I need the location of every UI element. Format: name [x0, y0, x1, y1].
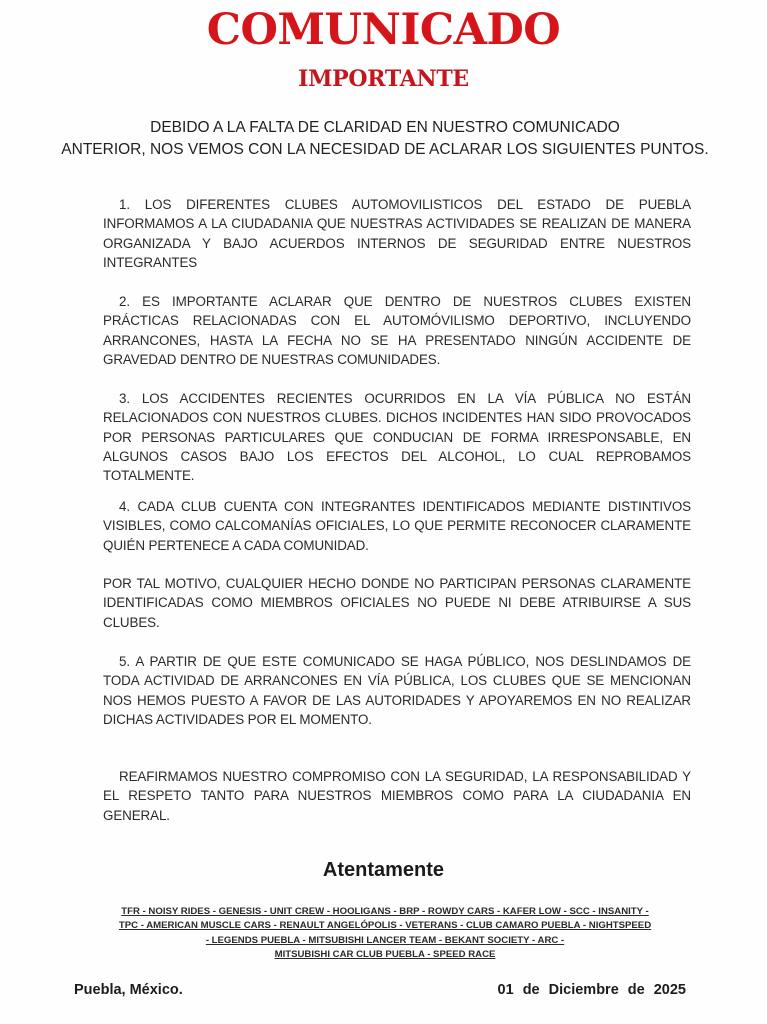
footer-date: 01 de Diciembre de 2025 [497, 982, 686, 998]
point-5: 5. A PARTIR DE QUE ESTE COMUNICADO SE HAGA PÚBLICO, NOS DESLINDAMOS DE TODA ACTIVIDAD DE ARRANCONES EN VÍA PÚBLICA, LOS CLUBES QUE SE MENCIONAN NOS HEMOS PUESTO A FAVOR DE LAS AUTORIDADES Y APOYAREMOS EN NO REALIZAR DICHAS ACTIVIDADES POR EL MOMENTO. [103, 654, 691, 727]
point-2: 2. ES IMPORTANTE ACLARAR QUE DENTRO DE NUESTROS CLUBES EXISTEN PRÁCTICAS RELACIONADAS CON EL AUTOMÓVILISMO DEPORTIVO, INCLUYENDO ARRANCONES, HASTA LA FECHA NO SE HA PRESENTADO NINGÚN ACCIDENTE DE GRAVEDAD DENTRO DE NUESTRAS COMUNIDADES. [103, 294, 691, 367]
document-title: COMUNICADO [206, 5, 561, 55]
point-4: 4. CADA CLUB CUENTA CON INTEGRANTES IDENTIFICADOS MEDIANTE DISTINTIVOS VISIBLES, COMO CALCOMANÍAS OFICIALES, LO QUE PERMITE RECONOCER CLARAMENTE QUIÉN PERTENECE A CADA COMUNIDAD. [103, 499, 691, 553]
point-1: 1. LOS DIFERENTES CLUBES AUTOMOVILISTICOS DEL ESTADO DE PUEBLA INFORMAMOS A LA CIUDADANIA QUE NUESTRAS ACTIVIDADES SE REALIZAN DE MANERA ORGANIZADA Y BAJO ACUERDOS INTERNOS DE SEGURIDAD ENTRE NUESTROS INTEGRANTES [103, 197, 691, 270]
document-subtitle: IMPORTANTE [298, 66, 469, 92]
reaffirmation-paragraph: REAFIRMAMOS NUESTRO COMPROMISO CON LA SEGURIDAD, LA RESPONSABILIDAD Y EL RESPETO TANTO PARA NUESTROS MIEMBROS COMO PARA LA CIUDADANIA EN GENERAL. [103, 769, 691, 823]
point-4-conclusion: POR TAL MOTIVO, CUALQUIER HECHO DONDE NO PARTICIPAN PERSONAS CLARAMENTE IDENTIFICADAS COMO MIEMBROS OFICIALES NO PUEDE NI DEBE ATRIBUIRSE A SUS CLUBES. [103, 576, 691, 630]
point-3: 3. LOS ACCIDENTES RECIENTES OCURRIDOS EN LA VÍA PÚBLICA NO ESTÁN RELACIONADOS CON NUESTROS CLUBES. DICHOS INCIDENTES HAN SIDO PROVOCADOS POR PERSONAS PARTICULARES QUE CONDUCIAN DE FORMA IRRESPONSABLE, EN ALGUNOS CASOS BAJO LOS EFECTOS DEL ALCOHOL, LO CUAL REPROBAMOS TOTALMENTE. [103, 391, 691, 484]
closing-salutation: Atentamente [322, 859, 445, 881]
intro-line-1: DEBIDO A LA FALTA DE CLARIDAD EN NUESTRO COMUNICADO [150, 119, 620, 136]
club-list-line: TFR - NOISY RIDES - GENESIS - UNIT CREW - HOOLIGANS - BRP - ROWDY CARS - KAFER LOW - SCC - INSANITY - [121, 906, 649, 917]
club-list-line: TPC - AMERICAN MUSCLE CARS - RENAULT ANGELÓPOLIS - VETERANS - CLUB CAMARO PUEBLA - NIGHTSPEED [118, 920, 652, 932]
intro-line-2: ANTERIOR, NOS VEMOS CON LA NECESIDAD DE ACLARAR LOS SIGUIENTES PUNTOS. [61, 141, 709, 158]
club-list-line: MITSUBISHI CAR CLUB PUEBLA - SPEED RACE [274, 948, 496, 960]
club-signatories [60, 905, 710, 962]
intro-statement [20, 117, 750, 161]
footer-location: Puebla, México. [74, 982, 183, 998]
club-list-line: - LEGENDS PUEBLA - MITSUBISHI LANCER TEAM - BEKANT SOCIETY - ARC - [205, 934, 565, 946]
